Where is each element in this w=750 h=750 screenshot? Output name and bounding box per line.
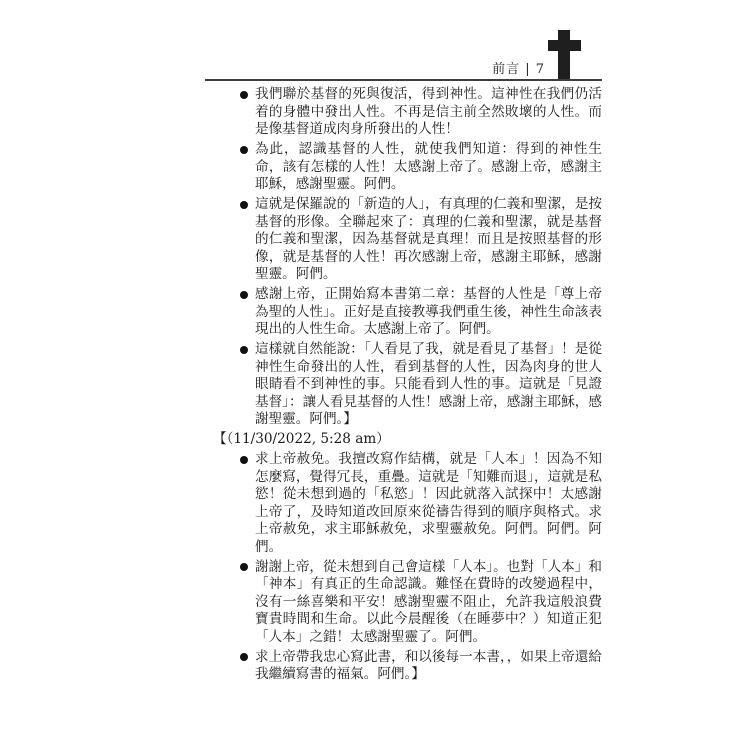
list-item — [213, 286, 602, 339]
bullet-icon — [240, 653, 248, 661]
list-item — [213, 559, 602, 647]
list-item-text: 為此，認識基督的人性，就使我們知道：得到的神性生命，該有怎樣的人性！太感謝上帝了。感謝上帝，感謝主耶穌，感謝聖靈。阿們。 — [255, 141, 602, 192]
bullet-icon — [240, 91, 248, 99]
list-item-text: 我們聯於基督的死與復活，得到神性。這神性在我們仍活着的身體中發出人性。不再是信主前全然敗壞的人性。而是像基督道成肉身所發出的人性！ — [255, 86, 602, 137]
list-item-text: 求上帝赦免。我擅改寫作結構，就是「人本」！因為不知怎麼寫，覺得冗長，重疊。這就是「知難而退」，這就是私慾！從未想到過的「私慾」！因此就落入試探中！太感謝上帝了，及時知道改回原來從禱告得到的順序與格式。求上帝赦免，求主耶穌赦免，求聖靈赦免。阿們。阿們。阿們。 — [255, 451, 602, 555]
bullet-icon — [240, 291, 248, 299]
page-content — [213, 86, 602, 686]
bullet-icon — [240, 146, 248, 154]
cross-vertical-bar — [558, 30, 570, 79]
timestamp-line: 【（11/30/2022, 5:28 am） — [213, 431, 390, 447]
bullet-icon — [240, 201, 248, 209]
bullet-list-bottom — [213, 451, 602, 684]
page-header-label: 前言 | 7 — [492, 62, 545, 77]
list-item — [213, 196, 602, 284]
cross-horizontal-bar — [548, 40, 581, 51]
bullet-list-top — [213, 86, 602, 429]
list-item — [213, 141, 602, 194]
list-item — [213, 341, 602, 429]
bullet-icon — [240, 346, 248, 354]
header-rule — [205, 79, 602, 81]
christian-cross-icon — [548, 30, 581, 79]
list-item — [213, 649, 602, 684]
list-item — [213, 451, 602, 556]
list-item-text: 謝謝上帝，從未想到自己會這樣「人本」。也對「人本」和「神本」有真正的生命認識。難怪在費時的改變過程中，沒有一絲喜樂和平安！感謝聖靈不阻止，允許我這般浪費寶貴時間和生命。以此今晨醒後（在睡夢中？）知道正犯「人本」之錯！太感謝聖靈了。阿們。 — [255, 558, 602, 645]
list-item-text: 這樣就自然能說：「人看見了我，就是看見了基督」！是從神性生命發出的人性，看到基督的人性，因為肉身的世人眼睛看不到神性的事。只能看到人性的事。這就是「見證基督」：讓人看見基督的人性！感謝上帝，感謝主耶穌，感謝聖靈。阿們。】 — [255, 341, 602, 427]
list-item-text: 這就是保羅說的「新造的人」，有真理的仁義和聖潔，是按基督的形像。全聯起來了：真理的仁義和聖潔，就是基督的仁義和聖潔，因為基督就是真理！而且是按照基督的形像，就是基督的人性！再次感謝上帝，感謝主耶穌，感謝聖靈。阿們。 — [255, 196, 602, 282]
bullet-icon — [240, 456, 248, 464]
bullet-icon — [240, 563, 248, 571]
list-item — [213, 86, 602, 139]
list-item-text: 求上帝帶我忠心寫此書，和以後每一本書，，如果上帝還給我繼續寫書的福氣。阿們。】 — [255, 648, 602, 682]
list-item-text: 感謝上帝，正開始寫本書第二章：基督的人性是「尊上帝為聖的人性」。正好是直接教導我們重生後，神性生命該表現出的人性生命。太感謝上帝了。阿們。 — [255, 286, 602, 337]
